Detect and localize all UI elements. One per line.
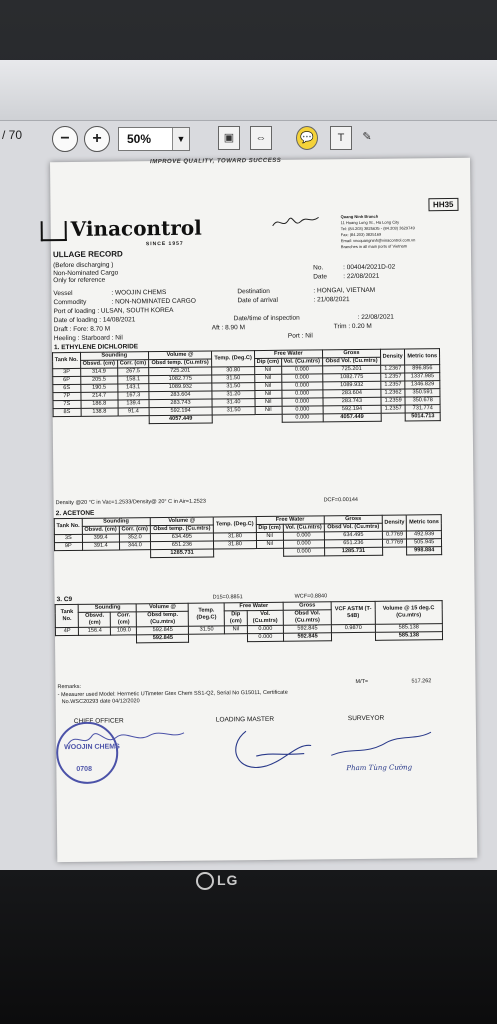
- table-cell: 0.000: [247, 625, 283, 633]
- initial-signature: [271, 211, 321, 234]
- table-cell: 1.2357: [381, 381, 406, 389]
- table-cell: Nil: [255, 382, 282, 390]
- col-dip: Dip (cm): [224, 611, 247, 626]
- table-cell: 731.774: [405, 405, 440, 413]
- vessel-label: Vessel: [53, 289, 73, 298]
- d15: D15=0.8851: [212, 594, 243, 601]
- table-cell: 1082.775: [323, 373, 381, 382]
- group-sounding: Sounding: [79, 604, 137, 613]
- table-cell: 143.1: [118, 384, 149, 392]
- branch-line: Email: vncquangninh@vinacontrol.com.vn: [340, 237, 416, 244]
- total-volume: 1285.731: [150, 549, 213, 558]
- table-cell: Nil: [254, 366, 281, 374]
- dcf: DCF=0.00144: [323, 496, 359, 504]
- draft-fore: Draft : Fore: 8.70 M: [53, 325, 111, 334]
- total-free-water: 0.000: [283, 548, 324, 556]
- col-obsd-temp: Obsd temp. (Cu.mtrs): [137, 611, 189, 627]
- table-cell: 283.743: [323, 397, 381, 406]
- section1-title: 1. ETHYLENE DICHLORIDE: [53, 343, 139, 352]
- table-cell: 190.5: [80, 384, 117, 392]
- total-gross: 1285.731: [324, 547, 382, 556]
- col-obsd-temp: Obsd temp. (Cu.mtrs): [150, 525, 213, 534]
- table-cell: 0.7769: [382, 531, 407, 539]
- col-metric-tons: Metric tons: [405, 349, 440, 365]
- table-cell: 592.845: [137, 626, 189, 635]
- col-temp: Temp. (Deg.C): [188, 603, 224, 626]
- group-gross: Gross: [322, 349, 380, 358]
- table-cell: 109.0: [111, 627, 137, 635]
- section3-table: [55, 600, 443, 644]
- group-sounding: Sounding: [82, 518, 150, 527]
- col-obsd-vol: Obsd Vol. (Cu.mtrs): [283, 610, 331, 626]
- company-name: Vinacontrol: [70, 215, 202, 241]
- table-cell: 896.856: [405, 365, 440, 373]
- total-gross: 592.845: [284, 633, 332, 642]
- table-cell: 492.939: [407, 531, 442, 539]
- table-cell: 592.845: [283, 625, 331, 634]
- table-cell: 350.678: [405, 397, 440, 405]
- fit-page-icon[interactable]: ▣: [218, 126, 240, 150]
- col-obsvd: Obsvd. (cm): [80, 360, 117, 368]
- table-cell: 1.2359: [381, 397, 406, 405]
- brand-text: LG: [217, 872, 239, 888]
- total-volume: 592.845: [137, 634, 189, 643]
- table-cell: 634.495: [150, 533, 213, 542]
- table-cell: 0.9870: [331, 624, 375, 632]
- table-cell: 0.000: [283, 540, 324, 548]
- total-free-water: 0.000: [247, 633, 283, 641]
- total-volume-15: 585.138: [375, 632, 442, 641]
- destination-label: Destination: [237, 287, 270, 296]
- heeling-port: Port : Nil: [287, 332, 313, 340]
- table-cell: 725.201: [323, 365, 381, 374]
- date-label: Date: [313, 273, 327, 281]
- table-cell: 31.80: [214, 541, 257, 549]
- table-cell: Nil: [255, 390, 282, 398]
- table-cell: 1337.985: [405, 373, 440, 381]
- total-free-water: 0.000: [282, 414, 323, 422]
- surveyor-signature: [326, 724, 436, 765]
- destination-value: : HONGAI, VIETNAM: [313, 286, 376, 295]
- table-cell: 31.20: [212, 391, 255, 399]
- total-metric-tons: 5014.713: [406, 413, 441, 421]
- table-cell: 283.604: [323, 389, 381, 398]
- table-cell: 0.000: [281, 366, 322, 374]
- table-cell: 139.4: [118, 400, 149, 408]
- no-label: No.: [313, 264, 324, 272]
- monitor-bezel: [0, 870, 497, 1024]
- group-volume: Volume @: [150, 517, 213, 526]
- table-cell: 399.4: [82, 534, 119, 542]
- table-cell: 0.000: [282, 398, 323, 406]
- commodity-label: Commodity: [53, 298, 87, 307]
- branch-line: Quang Ninh Branch: [340, 213, 379, 220]
- table-cell: 3S: [54, 534, 82, 542]
- table-cell: 91.4: [118, 408, 149, 416]
- table-cell: 267.5: [117, 368, 148, 376]
- table-cell: 31.50: [212, 407, 255, 415]
- record-subtitle: Only for reference: [53, 276, 106, 285]
- loading-master-signature: [216, 725, 317, 776]
- draw-icon[interactable]: ✎: [362, 131, 372, 143]
- total-gross: 4057.449: [323, 413, 381, 422]
- since-label: SINCE 1957: [145, 240, 184, 248]
- table-cell: Nil: [256, 540, 283, 548]
- mt-label: M/T=: [355, 678, 369, 686]
- table-cell: Nil: [225, 626, 248, 634]
- table-cell: 214.7: [81, 392, 118, 400]
- company-logo: [41, 216, 202, 242]
- document-code: HH35: [428, 198, 459, 211]
- col-tank: Tank No.: [54, 518, 82, 534]
- table-cell: 350.591: [405, 389, 440, 397]
- col-dip: Dip (cm): [254, 358, 281, 366]
- table-cell: 6S: [53, 384, 81, 392]
- table-cell: 8S: [53, 408, 81, 416]
- table-cell: 30.80: [212, 367, 255, 375]
- scale-icon: [41, 221, 67, 241]
- table-cell: 138.8: [81, 408, 118, 416]
- table-cell: 31.50: [189, 626, 225, 634]
- table-cell: 205.5: [80, 376, 117, 384]
- branch-line: 11 Hoang Long St., Ha Long City: [340, 219, 400, 226]
- table-cell: Nil: [256, 532, 283, 540]
- table-cell: 352.0: [119, 534, 150, 542]
- table-cell: Nil: [255, 406, 282, 414]
- chief-officer-label: CHIEF OFFICER: [73, 717, 124, 725]
- col-density: Density: [380, 349, 405, 365]
- table-cell: 7S: [53, 400, 81, 408]
- zoom-out-button[interactable]: −: [52, 126, 78, 152]
- table-cell: 0.7769: [382, 539, 407, 547]
- commodity-value: : NON-NOMINATED CARGO: [111, 297, 196, 306]
- table-cell: 31.50: [212, 383, 255, 391]
- col-obsd-vol: Obsd Vol. (Cu.mtrs): [322, 357, 380, 366]
- table-cell: 1.2357: [381, 405, 406, 413]
- col-corr: Corr. (cm): [111, 612, 137, 627]
- table-cell: 651.236: [150, 541, 213, 550]
- remarks-label: Remarks:: [57, 683, 82, 691]
- trim: Trim : 0.20 M: [333, 322, 372, 331]
- record-subtitle: Non-Nominated Cargo: [53, 269, 119, 278]
- zoom-value: 50%: [127, 132, 152, 146]
- table-cell: 1089.932: [323, 381, 381, 390]
- draft-aft: Aft : 8.90 M: [211, 324, 246, 332]
- remark-line: No.WSC20293 date 04/12/2020: [61, 698, 140, 706]
- table-cell: 0.000: [281, 390, 322, 398]
- col-temp: Temp. (Deg.C): [213, 517, 256, 533]
- table-cell: 585.138: [375, 624, 442, 633]
- lg-logo-icon: [196, 872, 214, 890]
- record-title: ULLAGE RECORD: [52, 249, 123, 260]
- group-free-water: Free Water: [256, 516, 324, 525]
- col-corr: Corr. (cm): [117, 360, 148, 368]
- section1-table: [52, 348, 441, 425]
- col-obsvd: Obsvd. (cm): [79, 612, 111, 627]
- inspection-value: : 22/08/2021: [357, 313, 394, 321]
- branch-line: Branches in all main ports of Vietnam: [340, 243, 408, 250]
- monitor-brand: [196, 872, 238, 890]
- table-cell: 186.8: [81, 400, 118, 408]
- col-density: Density: [382, 515, 407, 531]
- table-cell: 651.236: [324, 539, 382, 548]
- port-of-loading: Port of loading : ULSAN, SOUTH KOREA: [53, 306, 174, 316]
- chevron-down-icon[interactable]: ▼: [172, 128, 189, 150]
- total-volume: 4057.449: [149, 415, 212, 424]
- table-cell: 592.194: [149, 407, 212, 416]
- section3-title: 3. C9: [56, 595, 73, 604]
- branch-line: Fax: (84.203) 3825169: [340, 231, 382, 238]
- section2-title: 2. ACETONE: [55, 509, 95, 518]
- col-corr: Corr. (cm): [119, 526, 150, 534]
- col-tank: Tank No.: [53, 352, 81, 368]
- section2-table: [54, 514, 442, 559]
- loading-master-label: LOADING MASTER: [215, 715, 275, 724]
- zoom-in-button[interactable]: +: [84, 126, 110, 152]
- record-subtitle: (Before discharging ): [53, 261, 114, 270]
- table-cell: 283.604: [149, 391, 212, 400]
- table-cell: 158.1: [118, 376, 149, 384]
- col-obsvd: Obsvd. (cm): [82, 526, 119, 534]
- fit-width-icon[interactable]: ⇔: [250, 126, 272, 150]
- wcf: WCF=0.8840: [294, 593, 328, 600]
- table-cell: 634.495: [324, 531, 382, 540]
- table-cell: 725.201: [148, 367, 211, 376]
- table-cell: 1082.775: [149, 375, 212, 384]
- group-gross: Gross: [283, 602, 331, 611]
- table-cell: 344.0: [119, 542, 150, 550]
- group-sounding: Sounding: [80, 352, 148, 361]
- surveyor-label: SURVEYOR: [347, 714, 385, 723]
- stamp-number: 0708: [76, 765, 92, 773]
- branch-address: [341, 213, 461, 250]
- vessel-value: : WOOJIN CHEMS: [111, 288, 167, 297]
- col-metric-tons: Metric tons: [407, 515, 442, 531]
- table-cell: 0.000: [281, 374, 322, 382]
- table-cell: 0.000: [282, 406, 323, 414]
- table-cell: 0.000: [283, 532, 324, 540]
- table-cell: 31.50: [212, 375, 255, 383]
- table-cell: 167.3: [118, 392, 149, 400]
- arrival-label: Date of arrival: [237, 296, 278, 305]
- table-cell: 31.40: [212, 399, 255, 407]
- pdf-toolbar: [0, 60, 497, 121]
- stamp-text: WOOJIN CHEMS: [64, 743, 120, 752]
- table-cell: 156.4: [79, 627, 111, 635]
- table-cell: 1089.932: [149, 383, 212, 392]
- table-cell: 31.80: [214, 533, 257, 541]
- table-cell: 6P: [53, 376, 81, 384]
- table-cell: 283.743: [149, 399, 212, 408]
- comment-icon[interactable]: 💬: [296, 126, 318, 150]
- group-free-water: Free Water: [254, 350, 322, 359]
- remark-line: - Measurer used Model: Hermetic UTimeter Gtex Chem SS1-Q2, Serial No G15011, Certificate: [57, 689, 288, 699]
- total-metric-tons: 998.884: [407, 547, 442, 555]
- table-cell: 1.2362: [381, 389, 406, 397]
- date-value: : 22/08/2021: [343, 272, 380, 281]
- table-cell: 314.9: [80, 368, 117, 376]
- col-dip: Dip (cm): [256, 524, 283, 532]
- density-note: Density @20 °C in Vac=1.2533/Density@ 20° C in Air=1.2523: [55, 498, 206, 507]
- col-volume-15: Volume @ 15 deg.C (Cu.mtrs): [375, 601, 443, 625]
- table-cell: 1346.829: [405, 381, 440, 389]
- table-cell: 7P: [53, 392, 81, 400]
- col-vcf: VCF ASTM (T-54B): [331, 601, 375, 624]
- chief-officer-signature: [66, 723, 186, 754]
- group-gross: Gross: [324, 515, 382, 524]
- highlight-text-icon[interactable]: T: [330, 126, 352, 150]
- group-free-water: Free Water: [224, 602, 283, 611]
- zoom-select[interactable]: [118, 127, 190, 151]
- date-of-loading: Date of loading : 14/08/2021: [53, 316, 136, 325]
- col-vol: Vol. (Cu.mtrs): [283, 524, 324, 532]
- col-temp: Temp. (Deg.C): [212, 351, 255, 367]
- mt-value: 517.262: [411, 678, 432, 685]
- table-cell: 1.2357: [381, 373, 406, 381]
- table-cell: 1.2367: [381, 365, 406, 373]
- no-value: : 00404/2021D-02: [343, 263, 396, 272]
- table-cell: 592.194: [323, 405, 381, 414]
- surveyor-name: Pham Tùng Cường: [346, 763, 413, 773]
- table-cell: 0.000: [281, 382, 322, 390]
- col-vol: Vol. (Cu.mtrs): [281, 358, 322, 366]
- table-cell: Nil: [255, 374, 282, 382]
- col-obsd-vol: Obsd Vol. (Cu.mtrs): [324, 523, 382, 532]
- table-cell: Nil: [255, 398, 282, 406]
- group-volume: Volume @: [137, 603, 189, 612]
- table-cell: 505.945: [407, 539, 442, 547]
- col-vol: Vol. (Cu.mtrs): [247, 610, 283, 625]
- document-page: [50, 158, 477, 862]
- table-cell: 391.4: [82, 542, 119, 550]
- document-banner: IMPROVE QUALITY, TOWARD SUCCESS: [149, 157, 282, 166]
- group-volume: Volume @: [148, 351, 211, 360]
- inspection-label: Date/time of inspection: [233, 314, 300, 323]
- col-obsd-temp: Obsd temp. (Cu.mtrs): [148, 359, 211, 368]
- arrival-value: : 21/08/2021: [313, 296, 350, 304]
- page-count: / 70: [2, 128, 23, 142]
- branch-line: Tel: (84.203) 3825635 - (84.203) 3629749: [340, 225, 415, 232]
- table-cell: 4P: [55, 627, 79, 635]
- col-tank: Tank No.: [55, 604, 79, 627]
- table-cell: 3P: [53, 368, 81, 376]
- table-cell: 9P: [54, 542, 82, 550]
- heeling: Heeling : Starboard : Nil: [53, 334, 123, 343]
